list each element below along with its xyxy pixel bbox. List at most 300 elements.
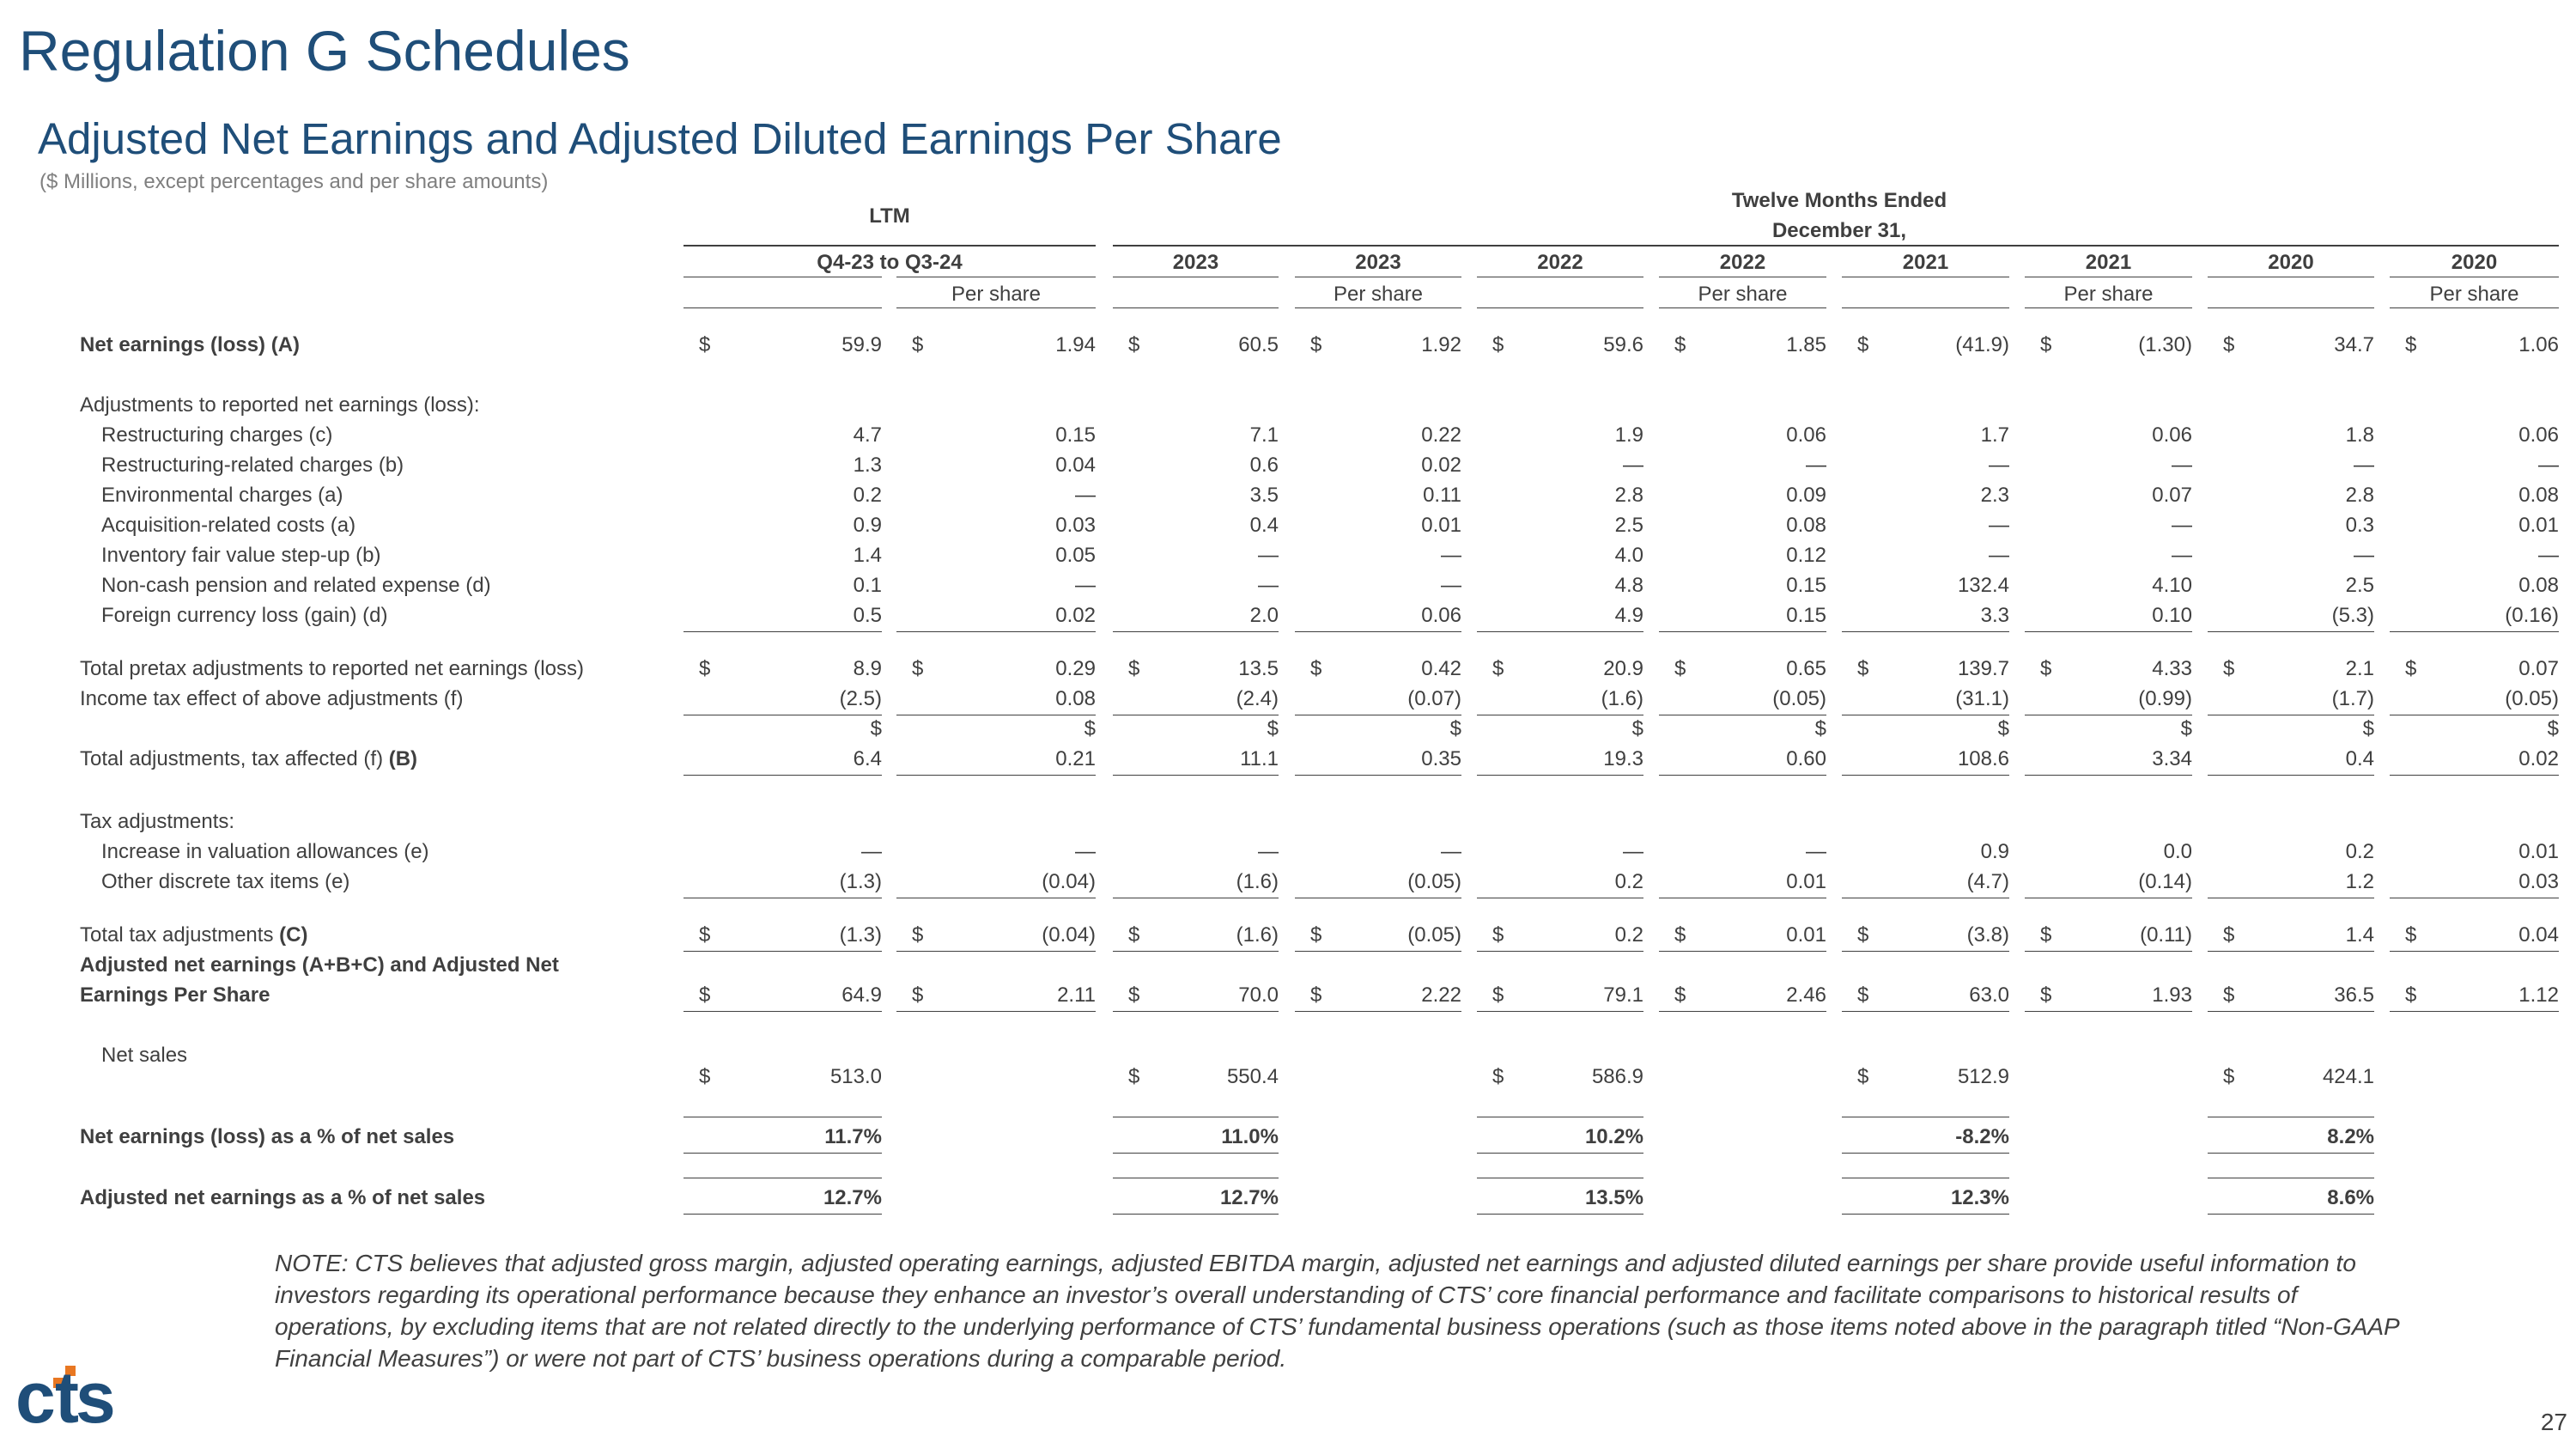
row-label: Net earnings (loss) (A) xyxy=(80,333,301,356)
table-cell: 2.5 xyxy=(2345,574,2374,597)
table-cell: (1.30) xyxy=(2138,333,2192,356)
table-cell: 0.60 xyxy=(1786,747,1826,770)
currency-symbol: $ xyxy=(1674,983,1686,1007)
row-label: Tax adjustments: xyxy=(80,810,235,833)
row-rule xyxy=(1659,631,1826,632)
table-cell: — xyxy=(1441,544,1461,567)
column-header: 2020 xyxy=(2268,251,2314,274)
table-cell: 0.42 xyxy=(1421,657,1461,680)
table-cell: 2.8 xyxy=(2345,484,2374,507)
currency-symbol: $ xyxy=(1492,1065,1504,1088)
table-cell: — xyxy=(1806,454,1826,477)
column-header: Q4-23 to Q3-24 xyxy=(817,251,963,274)
table-cell: — xyxy=(2354,454,2374,477)
table-cell: 0.5 xyxy=(853,604,882,627)
table-cell: 8.9 xyxy=(853,657,882,680)
currency-symbol: $ xyxy=(912,923,924,947)
column-subheader: Per share xyxy=(2429,283,2519,306)
currency-symbol: $ xyxy=(1857,333,1869,356)
table-cell: 34.7 xyxy=(2334,333,2374,356)
currency-symbol: $ xyxy=(1631,717,1643,740)
table-cell: (0.07) xyxy=(1407,687,1461,710)
currency-symbol: $ xyxy=(1492,983,1504,1007)
table-cell: 0.01 xyxy=(1786,870,1826,893)
currency-symbol: $ xyxy=(2362,717,2374,740)
currency-symbol: $ xyxy=(1492,923,1504,947)
currency-symbol: $ xyxy=(699,983,711,1007)
table-cell: 79.1 xyxy=(1603,983,1643,1007)
table-cell: — xyxy=(1075,574,1096,597)
row-rule xyxy=(2208,1214,2374,1215)
table-cell: 36.5 xyxy=(2334,983,2374,1007)
row-label-emphasis: (B) xyxy=(383,747,418,770)
column-header: 2023 xyxy=(1172,251,1219,274)
table-cell: — xyxy=(1258,840,1279,863)
currency-symbol: $ xyxy=(1128,1065,1140,1088)
table-cell: 0.05 xyxy=(1055,544,1096,567)
table-cell: 0.03 xyxy=(1055,514,1096,537)
currency-symbol: $ xyxy=(1857,1065,1869,1088)
row-label: Adjusted net earnings (A+B+C) and Adjusted Net xyxy=(80,953,559,977)
table-cell: — xyxy=(1441,840,1461,863)
table-cell: (0.14) xyxy=(2138,870,2192,893)
row-rule xyxy=(2208,1153,2374,1154)
currency-symbol: $ xyxy=(870,717,882,740)
net-sales-cell: 424.1 xyxy=(2322,1065,2374,1088)
table-cell: 0.3 xyxy=(2345,514,2374,537)
table-cell: — xyxy=(2354,544,2374,567)
units-note: ($ Millions, except percentages and per share amounts) xyxy=(39,170,549,193)
row-rule xyxy=(2025,1011,2192,1012)
table-cell: 0.2 xyxy=(1614,870,1643,893)
currency-symbol: $ xyxy=(912,983,924,1007)
table-cell: 0.04 xyxy=(1055,454,1096,477)
table-cell: — xyxy=(2538,544,2559,567)
row-label: Net sales xyxy=(101,1044,188,1067)
row-rule xyxy=(2025,775,2192,776)
table-cell: (5.3) xyxy=(2331,604,2374,627)
currency-symbol: $ xyxy=(699,1065,711,1088)
currency-symbol: $ xyxy=(699,923,711,947)
table-cell: 0.02 xyxy=(1421,454,1461,477)
row-label: Acquisition-related costs (a) xyxy=(101,514,356,537)
table-cell: 1.12 xyxy=(2518,983,2559,1007)
row-rule xyxy=(1842,775,2009,776)
row-rule xyxy=(1477,1214,1643,1215)
table-cell: — xyxy=(1989,454,2009,477)
column-header: 2022 xyxy=(1719,251,1766,274)
percent-cell: 13.5% xyxy=(1584,1186,1643,1209)
percent-cell: 12.7% xyxy=(823,1186,882,1209)
row-rule xyxy=(1842,1153,2009,1154)
table-cell: (2.5) xyxy=(839,687,882,710)
table-cell: — xyxy=(1075,840,1096,863)
table-cell: 0.1 xyxy=(853,574,882,597)
row-label-emphasis: (C) xyxy=(273,923,308,947)
row-rule xyxy=(896,775,1096,776)
row-rule xyxy=(1295,631,1461,632)
table-cell: 0.11 xyxy=(1423,484,1461,507)
table-cell: 0.2 xyxy=(1614,923,1643,947)
table-cell: 20.9 xyxy=(1603,657,1643,680)
table-cell: 0.06 xyxy=(1786,423,1826,447)
table-cell: 6.4 xyxy=(853,747,882,770)
currency-symbol: $ xyxy=(2040,657,2052,680)
table-cell: 0.06 xyxy=(2518,423,2559,447)
header-rule xyxy=(683,307,882,308)
table-cell: 108.6 xyxy=(1957,747,2009,770)
table-cell: — xyxy=(2172,454,2192,477)
table-cell: (1.6) xyxy=(1236,923,1279,947)
currency-symbol: $ xyxy=(1084,717,1096,740)
row-rule xyxy=(896,951,1096,952)
table-cell: 3.34 xyxy=(2152,747,2192,770)
row-rule xyxy=(1477,951,1643,952)
table-cell: — xyxy=(2172,544,2192,567)
currency-symbol: $ xyxy=(699,333,711,356)
currency-symbol: $ xyxy=(2040,983,2052,1007)
row-rule xyxy=(1477,775,1643,776)
currency-symbol: $ xyxy=(2405,983,2417,1007)
currency-symbol: $ xyxy=(2040,923,2052,947)
table-cell: 19.3 xyxy=(1603,747,1643,770)
currency-symbol: $ xyxy=(1674,923,1686,947)
currency-symbol: $ xyxy=(2405,657,2417,680)
row-rule xyxy=(1295,951,1461,952)
table-cell: 4.9 xyxy=(1614,604,1643,627)
table-cell: 1.9 xyxy=(1614,423,1643,447)
currency-symbol: $ xyxy=(1449,717,1461,740)
table-cell: 0.10 xyxy=(2152,604,2192,627)
column-subheader: Per share xyxy=(1698,283,1788,306)
table-cell: (4.7) xyxy=(1966,870,2009,893)
row-rule xyxy=(1113,631,1279,632)
net-sales-cell: 550.4 xyxy=(1226,1065,1279,1088)
currency-symbol: $ xyxy=(2223,333,2235,356)
currency-symbol: $ xyxy=(2223,983,2235,1007)
percent-cell: 11.0% xyxy=(1221,1125,1279,1148)
table-cell: 0.01 xyxy=(2518,514,2559,537)
table-cell: 3.5 xyxy=(1249,484,1279,507)
table-cell: 0.2 xyxy=(853,484,882,507)
row-label: Total tax adjustments (C) xyxy=(80,923,308,947)
row-rule xyxy=(2208,631,2374,632)
table-cell: — xyxy=(1989,514,2009,537)
svg-text:c: c xyxy=(15,1362,52,1431)
table-cell: (1.7) xyxy=(2331,687,2374,710)
row-rule xyxy=(683,1153,882,1154)
table-cell: 0.06 xyxy=(2152,423,2192,447)
column-header: 2021 xyxy=(2085,251,2132,274)
percent-cell: -8.2% xyxy=(1955,1125,2009,1148)
table-cell: 0.9 xyxy=(853,514,882,537)
row-rule xyxy=(1113,1153,1279,1154)
table-cell: — xyxy=(2538,454,2559,477)
currency-symbol: $ xyxy=(2223,1065,2235,1088)
percent-cell: 11.7% xyxy=(824,1125,882,1148)
currency-symbol: $ xyxy=(1674,657,1686,680)
table-cell: — xyxy=(1441,574,1461,597)
currency-symbol: $ xyxy=(1674,333,1686,356)
table-cell: 0.21 xyxy=(1055,747,1096,770)
currency-symbol: $ xyxy=(1857,657,1869,680)
table-cell: — xyxy=(1623,840,1643,863)
row-rule xyxy=(2025,951,2192,952)
table-cell: (41.9) xyxy=(1955,333,2009,356)
column-subheader: Per share xyxy=(1333,283,1424,306)
row-label: Income tax effect of above adjustments (f) xyxy=(80,687,464,710)
currency-symbol: $ xyxy=(1267,717,1279,740)
table-cell: — xyxy=(1989,544,2009,567)
table-cell: 0.15 xyxy=(1055,423,1096,447)
column-header: 2022 xyxy=(1537,251,1583,274)
row-label: Other discrete tax items (e) xyxy=(101,870,350,893)
table-cell: 0.06 xyxy=(1421,604,1461,627)
row-rule xyxy=(683,951,882,952)
table-cell: 4.7 xyxy=(853,423,882,447)
row-rule xyxy=(2208,775,2374,776)
table-cell: (1.6) xyxy=(1601,687,1643,710)
table-cell: 0.01 xyxy=(1786,923,1826,947)
currency-symbol: $ xyxy=(912,333,924,356)
header-rule xyxy=(1659,307,1826,308)
table-cell: (0.05) xyxy=(1772,687,1826,710)
row-rule xyxy=(1842,631,2009,632)
table-cell: 0.01 xyxy=(1421,514,1461,537)
table-cell: 0.29 xyxy=(1055,657,1096,680)
currency-symbol: $ xyxy=(1814,717,1826,740)
percent-cell: 10.2% xyxy=(1584,1125,1643,1148)
row-label: Earnings Per Share xyxy=(80,983,270,1007)
row-rule xyxy=(896,631,1096,632)
table-cell: 0.01 xyxy=(2518,840,2559,863)
currency-symbol: $ xyxy=(2223,657,2235,680)
row-rule xyxy=(1842,1214,2009,1215)
column-subheader: Per share xyxy=(951,283,1042,306)
page-title: Regulation G Schedules xyxy=(19,19,630,82)
currency-symbol: $ xyxy=(1492,657,1504,680)
table-cell: 1.06 xyxy=(2518,333,2559,356)
table-cell: 1.4 xyxy=(853,544,882,567)
percent-cell: 12.3% xyxy=(1950,1186,2009,1209)
header-rule xyxy=(896,307,1096,308)
table-cell: 4.0 xyxy=(1614,544,1643,567)
header-rule xyxy=(1842,307,2009,308)
header-rule xyxy=(2025,307,2192,308)
table-cell: 59.9 xyxy=(841,333,882,356)
table-cell: 4.10 xyxy=(2152,574,2192,597)
table-cell: — xyxy=(1623,454,1643,477)
table-cell: 3.3 xyxy=(1980,604,2009,627)
footnote: NOTE: CTS believes that adjusted gross margin, adjusted operating earnings, adjusted EBITDA margin, adjusted net earnings and adjusted diluted earnings per share provide useful information to investors regarding its operational performance because they enhance an investor’s overall understanding of CTS’ core financial performance and facilitate comparisons to historical results of operations, by excluding items that are not related directly to the underlying performance of CTS’ fundamental business operations (such as those items noted above in the paragraph titled “Non-GAAP Financial Measures”) or were not part of CTS’ business operations during a comparable period. xyxy=(275,1250,2399,1372)
row-label: Adjusted net earnings as a % of net sales xyxy=(80,1186,486,1209)
table-cell: 0.2 xyxy=(2345,840,2374,863)
table-cell: 0.08 xyxy=(1786,514,1826,537)
row-rule xyxy=(1477,1153,1643,1154)
net-sales-cell: 512.9 xyxy=(1957,1065,2009,1088)
table-cell: 0.0 xyxy=(2163,840,2192,863)
row-rule xyxy=(1477,631,1643,632)
row-rule xyxy=(2390,775,2559,776)
row-rule xyxy=(1295,1011,1461,1012)
table-cell: 0.02 xyxy=(2518,747,2559,770)
table-cell: (1.6) xyxy=(1236,870,1279,893)
table-cell: 0.4 xyxy=(1249,514,1279,537)
table-cell: 0.07 xyxy=(2152,484,2192,507)
table-cell: 0.08 xyxy=(1055,687,1096,710)
table-cell: 2.8 xyxy=(1614,484,1643,507)
table-cell: 1.7 xyxy=(1980,423,2009,447)
row-label: Adjustments to reported net earnings (loss): xyxy=(80,393,480,417)
table-cell: 0.35 xyxy=(1421,747,1461,770)
table-cell: (3.8) xyxy=(1966,923,2009,947)
currency-symbol: $ xyxy=(1310,923,1322,947)
row-rule xyxy=(1477,1011,1643,1012)
currency-symbol: $ xyxy=(1997,717,2009,740)
table-cell: 0.12 xyxy=(1786,544,1826,567)
table-cell: 132.4 xyxy=(1957,574,2009,597)
table-cell: 0.15 xyxy=(1786,604,1826,627)
header-rule xyxy=(1477,307,1643,308)
table-cell: 63.0 xyxy=(1969,983,2009,1007)
row-rule xyxy=(683,631,882,632)
table-cell: 4.8 xyxy=(1614,574,1643,597)
cts-logo xyxy=(15,1362,160,1431)
header-ltm: LTM xyxy=(869,204,910,228)
currency-symbol: $ xyxy=(2547,717,2559,740)
table-cell: 2.0 xyxy=(1249,604,1279,627)
table-cell: 2.46 xyxy=(1786,983,1826,1007)
page-number: 27 xyxy=(2540,1409,2567,1435)
table-cell: 0.22 xyxy=(1421,423,1461,447)
column-header: 2020 xyxy=(2451,251,2498,274)
table-cell: 2.5 xyxy=(1614,514,1643,537)
row-rule xyxy=(2390,1011,2559,1012)
table-cell: 139.7 xyxy=(1957,657,2009,680)
row-label: Increase in valuation allowances (e) xyxy=(101,840,429,863)
percent-cell: 12.7% xyxy=(1219,1186,1279,1209)
percent-cell: 8.6% xyxy=(2327,1186,2374,1209)
row-label: Restructuring-related charges (b) xyxy=(101,454,404,477)
row-rule xyxy=(2208,951,2374,952)
column-header: 2021 xyxy=(1902,251,1949,274)
table-cell: (0.05) xyxy=(2505,687,2559,710)
table-cell: (31.1) xyxy=(1955,687,2009,710)
table-cell: 1.94 xyxy=(1055,333,1096,356)
row-label: Restructuring charges (c) xyxy=(101,423,333,447)
table-cell: 1.3 xyxy=(853,454,882,477)
table-cell: (0.04) xyxy=(1042,870,1096,893)
row-label: Total pretax adjustments to reported net earnings (loss) xyxy=(80,657,584,680)
row-rule xyxy=(1842,951,2009,952)
table-cell: 0.65 xyxy=(1786,657,1826,680)
row-rule xyxy=(683,775,882,776)
row-rule xyxy=(2390,951,2559,952)
header-twelve-months: Twelve Months Ended xyxy=(1731,189,1947,212)
table-cell: (0.05) xyxy=(1407,923,1461,947)
currency-symbol: $ xyxy=(1310,983,1322,1007)
table-cell: 60.5 xyxy=(1238,333,1279,356)
row-rule xyxy=(1842,1011,2009,1012)
row-rule xyxy=(1659,951,1826,952)
table-cell: 2.1 xyxy=(2345,657,2374,680)
table-cell: 0.6 xyxy=(1249,454,1279,477)
row-label: Net earnings (loss) as a % of net sales xyxy=(80,1125,455,1148)
header-december: December 31, xyxy=(1771,219,1907,242)
row-rule xyxy=(1113,775,1279,776)
table-cell: 1.85 xyxy=(1786,333,1826,356)
row-rule xyxy=(896,1011,1096,1012)
table-cell: (0.99) xyxy=(2138,687,2192,710)
table-cell: — xyxy=(1258,574,1279,597)
currency-symbol: $ xyxy=(1128,923,1140,947)
row-rule xyxy=(1113,1214,1279,1215)
row-rule xyxy=(683,1214,882,1215)
table-cell: — xyxy=(1075,484,1096,507)
currency-symbol: $ xyxy=(699,657,711,680)
row-label: Foreign currency loss (gain) (d) xyxy=(101,604,388,627)
table-cell: 0.4 xyxy=(2345,747,2374,770)
table-cell: 13.5 xyxy=(1238,657,1279,680)
currency-symbol: $ xyxy=(1128,657,1140,680)
table-cell: 59.6 xyxy=(1603,333,1643,356)
table-cell: — xyxy=(1258,544,1279,567)
header-rule-twelve xyxy=(1113,245,2559,247)
currency-symbol: $ xyxy=(1310,657,1322,680)
table-cell: 0.07 xyxy=(2518,657,2559,680)
table-cell: 0.08 xyxy=(2518,574,2559,597)
table-cell: (0.04) xyxy=(1042,923,1096,947)
table-cell: (0.11) xyxy=(2140,923,2192,947)
table-cell: 0.03 xyxy=(2518,870,2559,893)
table-cell: (1.3) xyxy=(839,870,882,893)
table-cell: (1.3) xyxy=(839,923,882,947)
table-cell: (0.16) xyxy=(2505,604,2559,627)
currency-symbol: $ xyxy=(1128,983,1140,1007)
table-cell: 11.1 xyxy=(1240,747,1279,770)
currency-symbol: $ xyxy=(2223,923,2235,947)
percent-cell: 8.2% xyxy=(2327,1125,2374,1148)
header-rule-ltm xyxy=(683,245,1096,247)
row-label: Environmental charges (a) xyxy=(101,484,343,507)
table-cell: 0.02 xyxy=(1055,604,1096,627)
currency-symbol: $ xyxy=(912,657,924,680)
row-label: Inventory fair value step-up (b) xyxy=(101,544,381,567)
row-rule xyxy=(2025,631,2192,632)
table-cell: 70.0 xyxy=(1238,983,1279,1007)
currency-symbol: $ xyxy=(1857,983,1869,1007)
row-label: Non-cash pension and related expense (d) xyxy=(101,574,491,597)
currency-symbol: $ xyxy=(2405,333,2417,356)
table-cell: 1.2 xyxy=(2345,870,2374,893)
table-cell: 0.04 xyxy=(2518,923,2559,947)
table-cell: — xyxy=(2172,514,2192,537)
table-cell: 1.4 xyxy=(2345,923,2374,947)
header-rule xyxy=(1295,307,1461,308)
table-cell: 1.93 xyxy=(2152,983,2192,1007)
table-cell: 1.8 xyxy=(2345,423,2374,447)
table-cell: 0.09 xyxy=(1786,484,1826,507)
row-rule xyxy=(2208,1011,2374,1012)
header-rule xyxy=(1113,307,1279,308)
table-cell: 2.11 xyxy=(1057,983,1096,1007)
row-rule xyxy=(1659,775,1826,776)
table-cell: — xyxy=(1806,840,1826,863)
currency-symbol: $ xyxy=(2180,717,2192,740)
table-cell: 7.1 xyxy=(1249,423,1279,447)
net-sales-cell: 586.9 xyxy=(1591,1065,1643,1088)
currency-symbol: $ xyxy=(1492,333,1504,356)
